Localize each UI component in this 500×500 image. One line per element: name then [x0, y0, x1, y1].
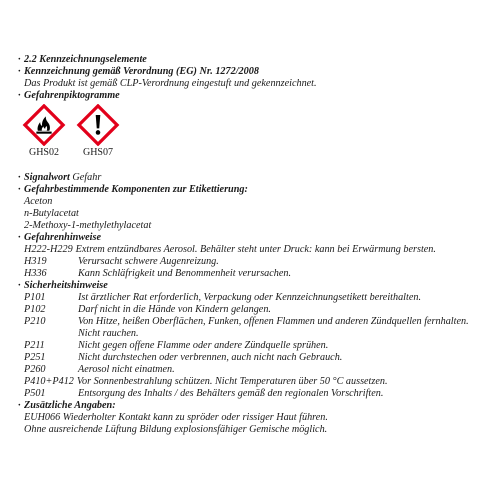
signal-word-value: Gefahr	[72, 172, 102, 183]
additional-heading-row	[18, 400, 488, 412]
hazard-text: Extrem entzündbares Aerosol. Behälter steht unter Druck: kann bei Erwärmung bersten.	[75, 244, 436, 255]
precaution-code: P210	[24, 316, 46, 327]
hazard-statement-row	[18, 256, 488, 268]
pictogram-label: GHS07	[82, 147, 113, 158]
hazard-text: Kann Schläfrigkeit und Benommenheit verursachen.	[78, 268, 292, 279]
precaution-text: Darf nicht in die Hände von Kindern gelangen.	[78, 304, 271, 315]
pictogram-ghs02	[20, 104, 68, 158]
hazard-statement-row	[18, 244, 488, 256]
regulation-heading-row	[18, 66, 488, 78]
precaution-text: Von Hitze, heißen Oberflächen, Funken, offenen Flammen und anderen Zündquellen fernhalten.	[78, 316, 469, 327]
component-item: 2-Methoxy-1-methylethylacetat	[24, 220, 152, 231]
section-title: 2.2 Kennzeichnungselemente	[24, 54, 147, 65]
precaution-text: Nicht durchstechen oder verbrennen, auch nicht nach Gebrauch.	[78, 352, 343, 363]
bullet-dot: ·	[18, 184, 21, 195]
bullet-dot: ·	[18, 400, 21, 411]
precaution-text: Nicht gegen offene Flamme oder andere Zündquelle sprühen.	[78, 340, 329, 351]
precaution-code: P260	[24, 364, 46, 375]
additional-line: Ohne ausreichende Lüftung Bildung explosionsfähiger Gemische möglich.	[24, 424, 328, 435]
precaution-text-continuation: Nicht rauchen.	[78, 328, 139, 339]
precaution-statement-row	[18, 388, 488, 400]
components-heading-row	[18, 184, 488, 196]
precaution-heading-row	[18, 280, 488, 292]
precaution-code: P501	[24, 388, 46, 399]
bullet-dot: ·	[18, 280, 21, 291]
precaution-text: Entsorgung des Inhalts / des Behälters gemäß den regionalen Vorschriften.	[78, 388, 384, 399]
component-item: Aceton	[24, 196, 53, 207]
precaution-statement-row	[18, 292, 488, 304]
hazard-code: H222-H229	[24, 244, 73, 255]
hazard-text: Verursacht schwere Augenreizung.	[78, 256, 219, 267]
flame-icon	[22, 104, 66, 146]
precaution-text: Vor Sonnenbestrahlung schützen. Nicht Temperaturen über 50 °C aussetzen.	[76, 376, 388, 387]
hazard-statement-row	[18, 268, 488, 280]
hazard-heading: Gefahrenhinweise	[24, 232, 101, 243]
precaution-text: Aerosol nicht einatmen.	[78, 364, 175, 375]
precaution-statement-row	[18, 352, 488, 364]
precaution-code: P101	[24, 292, 46, 303]
pictogram-label: GHS02	[28, 147, 59, 158]
hazard-heading-row	[18, 232, 488, 244]
bullet-dot: ·	[18, 232, 21, 243]
precaution-code: P102	[24, 304, 46, 315]
components-heading: Gefahrbestimmende Komponenten zur Etikettierung:	[24, 184, 248, 195]
precaution-code: P251	[24, 352, 46, 363]
pictogram-row	[18, 104, 488, 158]
precaution-heading: Sicherheitshinweise	[24, 280, 108, 291]
precaution-code: P211	[24, 340, 45, 351]
signal-word-row	[18, 172, 488, 184]
section-title-row	[18, 54, 488, 66]
label-elements-section	[18, 54, 488, 436]
precaution-statement-row	[18, 364, 488, 376]
exclamation-mark-icon	[76, 104, 120, 146]
bullet-dot: ·	[18, 172, 21, 183]
additional-line: EUH066 Wiederholter Kontakt kann zu spröder oder rissiger Haut führen.	[24, 412, 328, 423]
precaution-statement-row	[18, 316, 488, 328]
precaution-statement-row	[18, 376, 488, 388]
pictograms-heading: Gefahrenpiktogramme	[24, 90, 120, 101]
precaution-text: Ist ärztlicher Rat erforderlich, Verpackung oder Kennzeichnungsetikett bereithalten.	[78, 292, 422, 303]
precaution-statement-row	[18, 304, 488, 316]
classification-text: Das Produkt ist gemäß CLP-Verordnung eingestuft und gekennzeichnet.	[24, 78, 317, 89]
hazard-code: H319	[24, 256, 47, 267]
bullet-dot: ·	[18, 90, 21, 101]
regulation-heading: Kennzeichnung gemäß Verordnung (EG) Nr. 1272/2008	[24, 66, 259, 77]
bullet-dot: ·	[18, 66, 21, 77]
signal-word-label: Signalwort	[24, 172, 70, 183]
hazard-code: H336	[24, 268, 47, 279]
precaution-statement-row	[18, 340, 488, 352]
pictogram-ghs07	[74, 104, 122, 158]
component-item: n-Butylacetat	[24, 208, 79, 219]
pictograms-heading-row	[18, 90, 488, 102]
additional-heading: Zusätzliche Angaben:	[24, 400, 116, 411]
precaution-code: P410+P412	[24, 376, 74, 387]
bullet-dot: ·	[18, 54, 21, 65]
